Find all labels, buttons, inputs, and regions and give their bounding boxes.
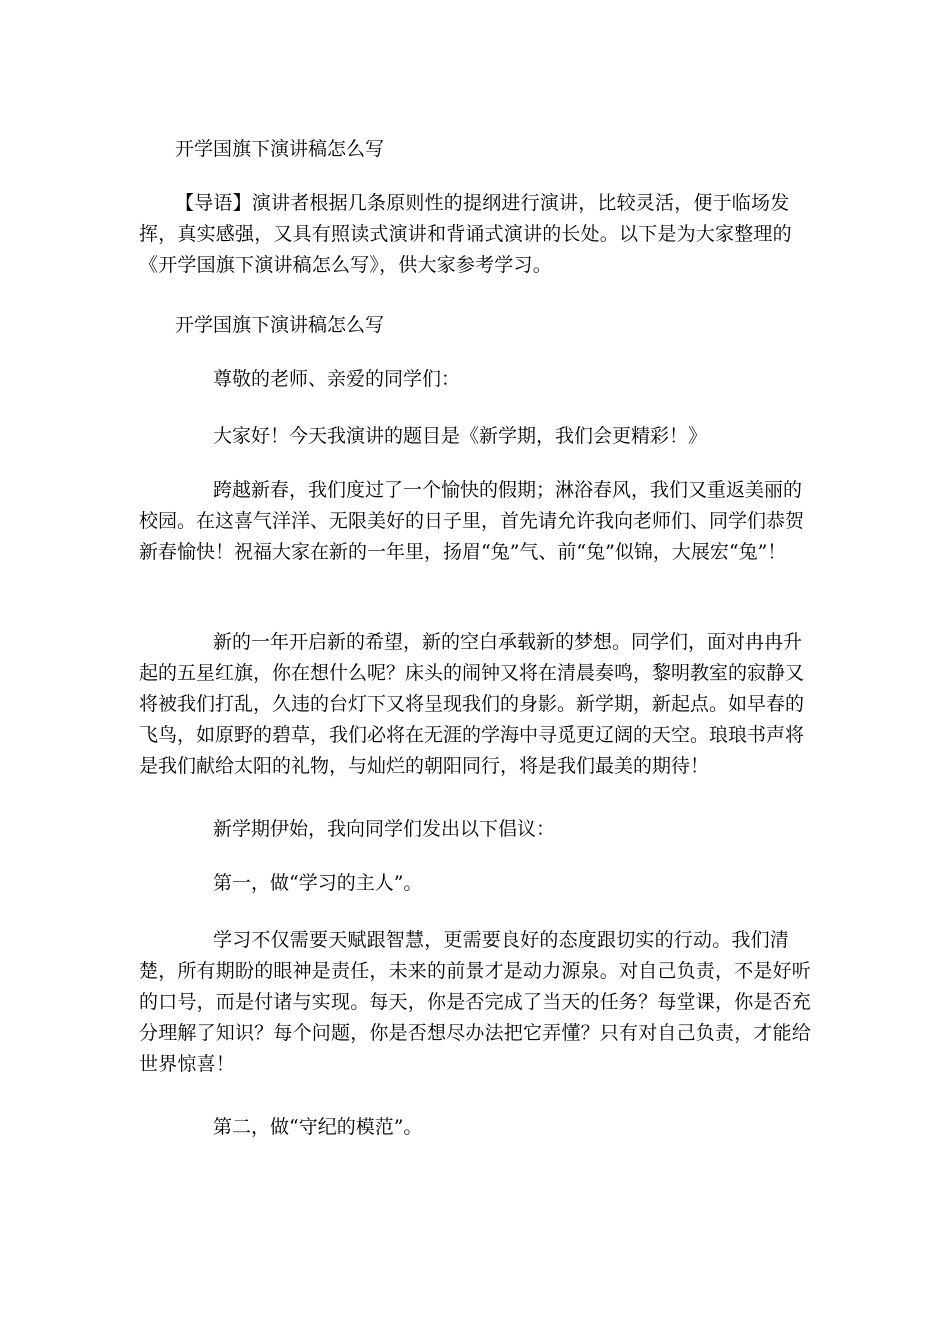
greeting-paragraph: 大家好！今天我演讲的题目是《新学期，我们会更精彩！》 bbox=[213, 425, 708, 447]
proposal-intro-paragraph: 新学期伊始，我向同学们发出以下倡议： bbox=[213, 818, 556, 840]
new-spring-paragraph: 跨越新春，我们度过了一个愉快的假期；淋浴春风，我们又重返美丽的校园。在这喜气洋洋、无限美好的日子里，首先请允许我向老师们、同学们恭贺新春愉快！祝福大家在新的一年里，扬眉“兔”气、前“兔”似锦，大展宏“兔”！ bbox=[139, 479, 805, 563]
intro-paragraph: 【导语】演讲者根据几条原则性的提纲进行演讲，比较灵活，便于临场发挥，真实感强，又具有照读式演讲和背诵式演讲的长处。以下是为大家整理的《开学国旗下演讲稿怎么写》，供大家参考学习。 bbox=[139, 192, 792, 276]
first-point-heading: 第一，做“学习的主人”。 bbox=[213, 872, 423, 894]
second-point-heading: 第二，做“守纪的模范”。 bbox=[213, 1116, 423, 1138]
salutation-paragraph: 尊敬的老师、亲爱的同学们： bbox=[213, 368, 461, 390]
speech-title: 开学国旗下演讲稿怎么写 bbox=[175, 314, 385, 336]
study-paragraph: 学习不仅需要天赋跟智慧，更需要良好的态度跟切实的行动。我们清楚，所有期盼的眼神是责任，未来的前景才是动力源泉。对自己负责，不是好听的口号，而是付诸与实现。每天，你是否完成了当天的任务？每堂课，你是否充分理解了知识？每个问题，你是否想尽办法把它弄懂？只有对自己负责，才能给世界惊喜！ bbox=[139, 929, 812, 1075]
document-title: 开学国旗下演讲稿怎么写 bbox=[175, 138, 385, 160]
new-year-hope-paragraph: 新的一年开启新的希望，新的空白承载新的梦想。同学们，面对冉冉升起的五星红旗，你在想什么呢？床头的闹钟又将在清晨奏鸣，黎明教室的寂静又将被我们打乱，久违的台灯下又将呈现我们的身影。新学期，新起点。如早春的飞鸟，如原野的碧草，我们必将在无涯的学海中寻觅更辽阔的天空。琅琅书声将是我们献给太阳的礼物，与灿烂的朝阳同行，将是我们最美的期待！ bbox=[139, 631, 805, 777]
